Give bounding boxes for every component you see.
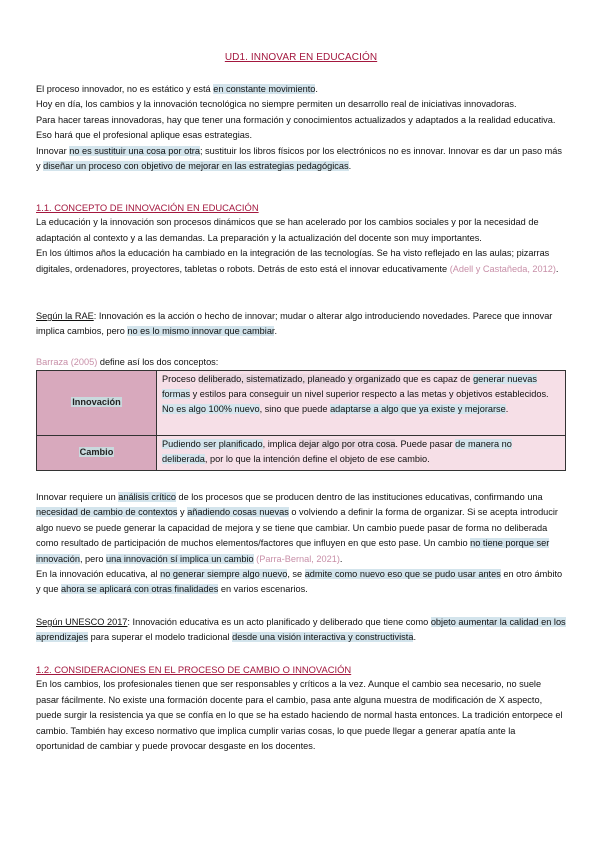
- highlight: Pudiendo ser planificado: [162, 439, 263, 449]
- text: , implica: [262, 439, 299, 449]
- highlight: necesidad de cambio de contextos: [36, 507, 178, 518]
- highlight: análisis crítico: [118, 492, 176, 502]
- text: , se: [287, 569, 305, 580]
- highlight: objeto aumentar la calidad en los aprendizajes: [36, 617, 566, 643]
- s11-paragraph-2: [36, 246, 566, 277]
- highlight: no es sustituir una cosa por otra: [69, 145, 200, 156]
- highlight: ahora se aplicará con otras finalidades: [61, 584, 219, 595]
- text: .: [505, 404, 509, 415]
- text: Innovar requiere un: [36, 492, 119, 502]
- document-title: UD1. INNOVAR EN EDUCACIÓN: [224, 52, 378, 63]
- text: que es capaz de: [400, 374, 474, 384]
- text: .: [315, 84, 318, 94]
- rae-paragraph: [36, 309, 566, 340]
- highlight: adaptarse a algo que ya existe y mejorarse: [330, 404, 506, 415]
- text: El proceso innovador, no es estático y está: [36, 84, 214, 94]
- highlight: en constante movimiento: [213, 84, 316, 94]
- text: : Innovación es la acción o hecho de innovar; mudar o alterar algo introduciendo novedades. Parece que innovar implica cambios, pero: [36, 311, 553, 337]
- table-row: [37, 436, 566, 471]
- text: , sino que puede: [259, 404, 331, 415]
- s11-paragraph-1: La educación y la innovación son procesos dinámicos que se han acelerado por los cambios sociales y por la necesidad de adaptación al contexto y a las demandas. La preparación y la actualización del docente son muy importantes.: [36, 217, 539, 243]
- highlight: de manera no deliberada: [162, 439, 512, 465]
- rae-label: Según la RAE: [36, 311, 94, 321]
- table-row: [37, 371, 566, 436]
- text: ; sustituir los libros físicos por los electrónicos no es innovar. Innovar es dar un paso más y: [36, 145, 563, 172]
- concepts-table: [36, 370, 566, 471]
- table-label-cell: [37, 436, 157, 471]
- row-label: Innovación: [72, 397, 121, 408]
- row-label: Cambio: [79, 447, 114, 458]
- highlight: generar nuevas formas: [162, 374, 537, 400]
- highlight: admite como nuevo eso que se pudo usar antes: [304, 569, 501, 580]
- intro-paragraph-1: [36, 82, 566, 97]
- text: .: [555, 263, 559, 274]
- barraza-line: [36, 355, 566, 370]
- innovation-discussion: [36, 490, 566, 598]
- table-text-cell: [157, 371, 566, 436]
- after-paragraph-1: [36, 490, 566, 567]
- text: .: [274, 326, 278, 337]
- text: y estilos para conseguir un nivel superior respecto a las metas y objetivos establecidos.: [190, 389, 549, 400]
- highlight: desde una visión interactiva y constructivista: [232, 632, 414, 643]
- text: , por lo que la intención define el objeto de ese cambio.: [204, 454, 430, 465]
- text: de los procesos que se producen dentro de las instituciones educativas, confirmando una: [175, 492, 543, 502]
- text: , pero: [79, 553, 106, 564]
- highlight: una innovación sí implica un cambio: [105, 553, 254, 564]
- section-heading: 1.2. CONSIDERACIONES EN EL PROCESO DE CAMBIO O INNOVACIÓN: [36, 664, 352, 675]
- text: .: [339, 553, 343, 564]
- rae-definition: [36, 309, 566, 340]
- highlight: no generar siempre algo nuevo: [160, 569, 288, 580]
- text: y: [177, 507, 188, 518]
- text: o volviendo a definir la forma de organizar. Si se acepta introducir algo nuevo se puede generar la capacidad de mejora y se tiene que cambiar. Un cambio puede pasar de forma no deliberada como resultado de participación de muchos elementos/factores que influyen en que esto pase. Un cambio: [36, 507, 558, 549]
- barraza-intro: [36, 355, 566, 370]
- table-label-cell: [37, 371, 157, 436]
- intro-paragraph-4: [36, 144, 566, 175]
- text: : Innovación educativa es un acto planificado y deliberado que tiene como: [127, 617, 431, 627]
- text: .: [413, 632, 416, 643]
- highlight: deliberado, sistematizado, planeado y organizado: [198, 374, 401, 384]
- intro-section: [36, 82, 566, 174]
- text: Innovar: [36, 145, 70, 156]
- section-1-1: [36, 200, 566, 277]
- citation: (Parra-Bernal, 2021): [256, 553, 340, 564]
- highlight: no tiene porque ser innovación: [36, 538, 550, 564]
- table-text-cell: [157, 436, 566, 471]
- citation: (Adell y Castañeda, 2012): [449, 263, 556, 274]
- intro-paragraph-3: Para hacer tareas innovadoras, hay que tener una formación y conocimientos actualizados y adaptados a la realidad educativa. Eso hará que el profesional aplique esas estrategias.: [36, 114, 556, 141]
- text: para superar el modelo tradicional: [88, 632, 233, 643]
- highlight: no es lo mismo innovar que cambiar: [127, 326, 275, 337]
- highlight: diseñar un proceso con objetivo de mejorar en las estrategias pedagógicas: [43, 161, 349, 172]
- text: . Puede pasar: [395, 439, 456, 449]
- text: En la innovación educativa, al: [36, 569, 161, 580]
- text: en otro ámbito y que: [36, 569, 563, 595]
- text: En los últimos años la educación ha cambiado en la integración de las tecnologías. Se ha visto reflejado en las aulas; pizarras digitales, ordenadores, proyectores, tabletas o robots. Detrás de esto está el innovar educativamente: [36, 248, 550, 274]
- highlight: dejar algo por otra cosa: [298, 439, 396, 449]
- text: en varios escenarios.: [218, 584, 308, 595]
- section-1-2: [36, 662, 566, 754]
- text: .: [348, 161, 352, 172]
- highlight: añadiendo cosas nuevas: [187, 507, 289, 518]
- text: define así los dos conceptos:: [97, 357, 219, 367]
- text: Proceso: [162, 374, 199, 384]
- s12-paragraph-1: En los cambios, los profesionales tienen que ser responsables y críticos a la vez. Aunque el cambio sea necesario, no suele pasar fácilmente. No existe una formación docente para el cambio, pasa ante alguna muestra de modificación de X aspecto, puede surgir la resistencia ya que se confía en lo que se ha estado haciendo de normal hasta entonces. La tradición entorpece el cambio. También hay exceso normativo que implica cumplir varias cosas, lo que puede llegar a generar apatía ante la oportunidad de cambiar y puede provocar desgaste en los docentes.: [36, 679, 563, 752]
- unesco-definition: [36, 615, 566, 646]
- highlight: No es algo 100% nuevo: [162, 404, 260, 415]
- section-heading: 1.1. CONCEPTO DE INNOVACIÓN EN EDUCACIÓN: [36, 202, 259, 213]
- after-paragraph-2: [36, 567, 566, 598]
- intro-paragraph-2: Hoy en día, los cambios y la innovación tecnológica no siempre permiten un desarrollo real de iniciativas innovadoras.: [36, 99, 517, 110]
- unesco-paragraph: [36, 615, 566, 646]
- citation: Barraza (2005): [36, 357, 98, 367]
- unesco-label: Según UNESCO 2017: [36, 617, 128, 627]
